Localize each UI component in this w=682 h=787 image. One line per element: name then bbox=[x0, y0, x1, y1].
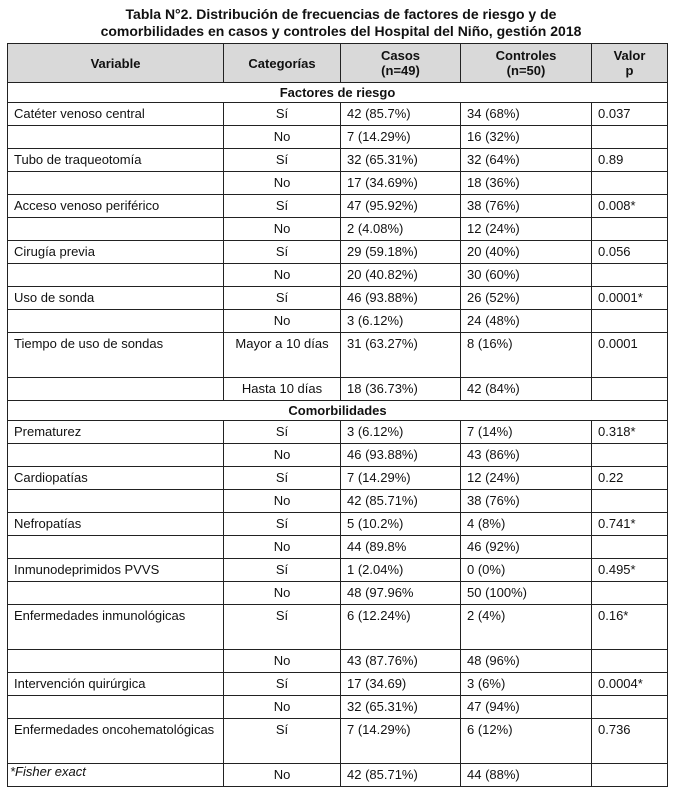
table-row bbox=[8, 513, 668, 536]
casos-cell: 17 (34.69) bbox=[341, 673, 461, 696]
category-cell: Sí bbox=[224, 195, 341, 218]
p-value-cell bbox=[592, 536, 668, 559]
p-value-cell: 0.008* bbox=[592, 195, 668, 218]
section-title: Comorbilidades bbox=[8, 401, 668, 421]
p-value-cell: 0.318* bbox=[592, 421, 668, 444]
casos-cell: 48 (97.96% bbox=[341, 582, 461, 605]
controles-cell: 26 (52%) bbox=[461, 287, 592, 310]
table-row bbox=[8, 444, 668, 467]
casos-cell: 18 (36.73%) bbox=[341, 378, 461, 401]
controles-cell: 7 (14%) bbox=[461, 421, 592, 444]
p-value-cell: 0.0001* bbox=[592, 287, 668, 310]
variable-cell: Intervención quirúrgica bbox=[8, 673, 224, 696]
category-cell: No bbox=[224, 536, 341, 559]
variable-cell bbox=[8, 536, 224, 559]
table-body bbox=[8, 83, 668, 787]
p-value-cell bbox=[592, 764, 668, 787]
table-row bbox=[8, 421, 668, 444]
header-variable: Variable bbox=[8, 44, 224, 83]
variable-cell: Cardiopatías bbox=[8, 467, 224, 490]
table-row bbox=[8, 536, 668, 559]
category-cell: Sí bbox=[224, 513, 341, 536]
category-cell: No bbox=[224, 490, 341, 513]
casos-cell: 29 (59.18%) bbox=[341, 241, 461, 264]
variable-cell bbox=[8, 490, 224, 513]
casos-cell: 42 (85.71%) bbox=[341, 490, 461, 513]
category-cell: No bbox=[224, 172, 341, 195]
table-row bbox=[8, 149, 668, 172]
category-cell: Sí bbox=[224, 605, 341, 650]
category-cell: No bbox=[224, 126, 341, 149]
table-row bbox=[8, 582, 668, 605]
casos-cell: 47 (95.92%) bbox=[341, 195, 461, 218]
casos-cell: 2 (4.08%) bbox=[341, 218, 461, 241]
variable-cell bbox=[8, 172, 224, 195]
p-value-cell bbox=[592, 218, 668, 241]
controles-cell: 3 (6%) bbox=[461, 673, 592, 696]
table-row bbox=[8, 126, 668, 149]
table-row bbox=[8, 287, 668, 310]
p-value-cell: 0.037 bbox=[592, 103, 668, 126]
variable-cell bbox=[8, 310, 224, 333]
controles-cell: 16 (32%) bbox=[461, 126, 592, 149]
variable-cell bbox=[8, 696, 224, 719]
variable-cell: Inmunodeprimidos PVVS bbox=[8, 559, 224, 582]
p-value-cell bbox=[592, 264, 668, 287]
casos-cell: 6 (12.24%) bbox=[341, 605, 461, 650]
header-casos-line1: Casos bbox=[380, 48, 421, 63]
p-value-cell: 0.16* bbox=[592, 605, 668, 650]
controles-cell: 12 (24%) bbox=[461, 218, 592, 241]
casos-cell: 7 (14.29%) bbox=[341, 467, 461, 490]
category-cell: No bbox=[224, 264, 341, 287]
category-cell: No bbox=[224, 696, 341, 719]
header-controles-line1: Controles bbox=[495, 48, 557, 63]
variable-cell bbox=[8, 444, 224, 467]
table-row bbox=[8, 764, 668, 787]
casos-cell: 44 (89.8% bbox=[341, 536, 461, 559]
category-cell: Sí bbox=[224, 103, 341, 126]
controles-cell: 34 (68%) bbox=[461, 103, 592, 126]
p-value-cell bbox=[592, 490, 668, 513]
table-row bbox=[8, 605, 668, 650]
table-row bbox=[8, 467, 668, 490]
category-cell: No bbox=[224, 764, 341, 787]
variable-cell: Tiempo de uso de sondas bbox=[8, 333, 224, 378]
variable-cell: Prematurez bbox=[8, 421, 224, 444]
variable-cell: Cirugía previa bbox=[8, 241, 224, 264]
variable-cell bbox=[8, 582, 224, 605]
header-casos bbox=[341, 44, 461, 83]
section-title: Factores de riesgo bbox=[8, 83, 668, 103]
variable-cell bbox=[8, 650, 224, 673]
title-line-2: comorbilidades en casos y controles del Hospital del Niño, gestión 2018 bbox=[100, 23, 582, 39]
table-row bbox=[8, 310, 668, 333]
controles-cell: 38 (76%) bbox=[461, 490, 592, 513]
variable-cell: Enfermedades oncohematológicas bbox=[8, 719, 224, 764]
casos-cell: 3 (6.12%) bbox=[341, 310, 461, 333]
footnote: *Fisher exact bbox=[10, 764, 86, 779]
controles-cell: 44 (88%) bbox=[461, 764, 592, 787]
casos-cell: 32 (65.31%) bbox=[341, 149, 461, 172]
casos-cell: 32 (65.31%) bbox=[341, 696, 461, 719]
category-cell: Sí bbox=[224, 421, 341, 444]
p-value-cell: 0.0004* bbox=[592, 673, 668, 696]
category-cell: No bbox=[224, 310, 341, 333]
variable-cell: Acceso venoso periférico bbox=[8, 195, 224, 218]
controles-cell: 48 (96%) bbox=[461, 650, 592, 673]
casos-cell: 46 (93.88%) bbox=[341, 287, 461, 310]
casos-cell: 7 (14.29%) bbox=[341, 126, 461, 149]
controles-cell: 30 (60%) bbox=[461, 264, 592, 287]
frequency-table bbox=[7, 43, 668, 787]
p-value-cell bbox=[592, 444, 668, 467]
category-cell: Sí bbox=[224, 719, 341, 764]
casos-cell: 42 (85.71%) bbox=[341, 764, 461, 787]
controles-cell: 38 (76%) bbox=[461, 195, 592, 218]
title-line-1: Tabla N°2. Distribución de frecuencias de factores de riesgo y de bbox=[125, 6, 557, 22]
header-controles-line2: (n=50) bbox=[506, 63, 546, 78]
category-cell: Hasta 10 días bbox=[224, 378, 341, 401]
casos-cell: 5 (10.2%) bbox=[341, 513, 461, 536]
p-value-cell: 0.741* bbox=[592, 513, 668, 536]
variable-cell bbox=[8, 378, 224, 401]
table-row bbox=[8, 333, 668, 378]
category-cell: No bbox=[224, 218, 341, 241]
header-categorias: Categorías bbox=[224, 44, 341, 83]
controles-cell: 24 (48%) bbox=[461, 310, 592, 333]
category-cell: Sí bbox=[224, 149, 341, 172]
category-cell: Sí bbox=[224, 559, 341, 582]
table-row bbox=[8, 559, 668, 582]
p-value-cell: 0.89 bbox=[592, 149, 668, 172]
casos-cell: 1 (2.04%) bbox=[341, 559, 461, 582]
casos-cell: 42 (85.7%) bbox=[341, 103, 461, 126]
variable-cell: Nefropatías bbox=[8, 513, 224, 536]
header-valor-p bbox=[592, 44, 668, 83]
p-value-cell bbox=[592, 650, 668, 673]
variable-cell bbox=[8, 126, 224, 149]
controles-cell: 2 (4%) bbox=[461, 605, 592, 650]
controles-cell: 50 (100%) bbox=[461, 582, 592, 605]
variable-cell bbox=[8, 264, 224, 287]
p-value-cell: 0.22 bbox=[592, 467, 668, 490]
table-row bbox=[8, 218, 668, 241]
header-casos-line2: (n=49) bbox=[381, 63, 420, 78]
p-value-cell: 0.495* bbox=[592, 559, 668, 582]
casos-cell: 46 (93.88%) bbox=[341, 444, 461, 467]
table-row bbox=[8, 673, 668, 696]
category-cell: Mayor a 10 días bbox=[224, 333, 341, 378]
controles-cell: 6 (12%) bbox=[461, 719, 592, 764]
variable-cell: Uso de sonda bbox=[8, 287, 224, 310]
casos-cell: 7 (14.29%) bbox=[341, 719, 461, 764]
casos-cell: 17 (34.69%) bbox=[341, 172, 461, 195]
controles-cell: 18 (36%) bbox=[461, 172, 592, 195]
p-value-cell: 0.056 bbox=[592, 241, 668, 264]
p-value-cell: 0.0001 bbox=[592, 333, 668, 378]
category-cell: No bbox=[224, 582, 341, 605]
category-cell: No bbox=[224, 650, 341, 673]
header-valor-line2: p bbox=[625, 63, 634, 78]
variable-cell: Catéter venoso central bbox=[8, 103, 224, 126]
p-value-cell: 0.736 bbox=[592, 719, 668, 764]
variable-cell: Tubo de traqueotomía bbox=[8, 149, 224, 172]
table-row bbox=[8, 719, 668, 764]
casos-cell: 43 (87.76%) bbox=[341, 650, 461, 673]
casos-cell: 31 (63.27%) bbox=[341, 333, 461, 378]
category-cell: Sí bbox=[224, 287, 341, 310]
table-row bbox=[8, 490, 668, 513]
table-row bbox=[8, 378, 668, 401]
table-row bbox=[8, 650, 668, 673]
controles-cell: 32 (64%) bbox=[461, 149, 592, 172]
p-value-cell bbox=[592, 378, 668, 401]
section-row bbox=[8, 83, 668, 103]
controles-cell: 47 (94%) bbox=[461, 696, 592, 719]
table-row bbox=[8, 241, 668, 264]
p-value-cell bbox=[592, 310, 668, 333]
table-row bbox=[8, 264, 668, 287]
variable-cell bbox=[8, 218, 224, 241]
controles-cell: 8 (16%) bbox=[461, 333, 592, 378]
p-value-cell bbox=[592, 696, 668, 719]
controles-cell: 4 (8%) bbox=[461, 513, 592, 536]
header-controles bbox=[461, 44, 592, 83]
controles-cell: 42 (84%) bbox=[461, 378, 592, 401]
category-cell: Sí bbox=[224, 467, 341, 490]
variable-cell: Enfermedades inmunológicas bbox=[8, 605, 224, 650]
p-value-cell bbox=[592, 582, 668, 605]
controles-cell: 43 (86%) bbox=[461, 444, 592, 467]
category-cell: Sí bbox=[224, 241, 341, 264]
p-value-cell bbox=[592, 172, 668, 195]
controles-cell: 0 (0%) bbox=[461, 559, 592, 582]
header-valor-line1: Valor bbox=[613, 48, 646, 63]
controles-cell: 46 (92%) bbox=[461, 536, 592, 559]
table-row bbox=[8, 696, 668, 719]
section-row bbox=[8, 401, 668, 421]
category-cell: No bbox=[224, 444, 341, 467]
controles-cell: 20 (40%) bbox=[461, 241, 592, 264]
category-cell: Sí bbox=[224, 673, 341, 696]
p-value-cell bbox=[592, 126, 668, 149]
table-row bbox=[8, 195, 668, 218]
table-row bbox=[8, 103, 668, 126]
casos-cell: 3 (6.12%) bbox=[341, 421, 461, 444]
casos-cell: 20 (40.82%) bbox=[341, 264, 461, 287]
table-row bbox=[8, 172, 668, 195]
controles-cell: 12 (24%) bbox=[461, 467, 592, 490]
header-row bbox=[8, 44, 668, 83]
table-title bbox=[0, 6, 682, 40]
